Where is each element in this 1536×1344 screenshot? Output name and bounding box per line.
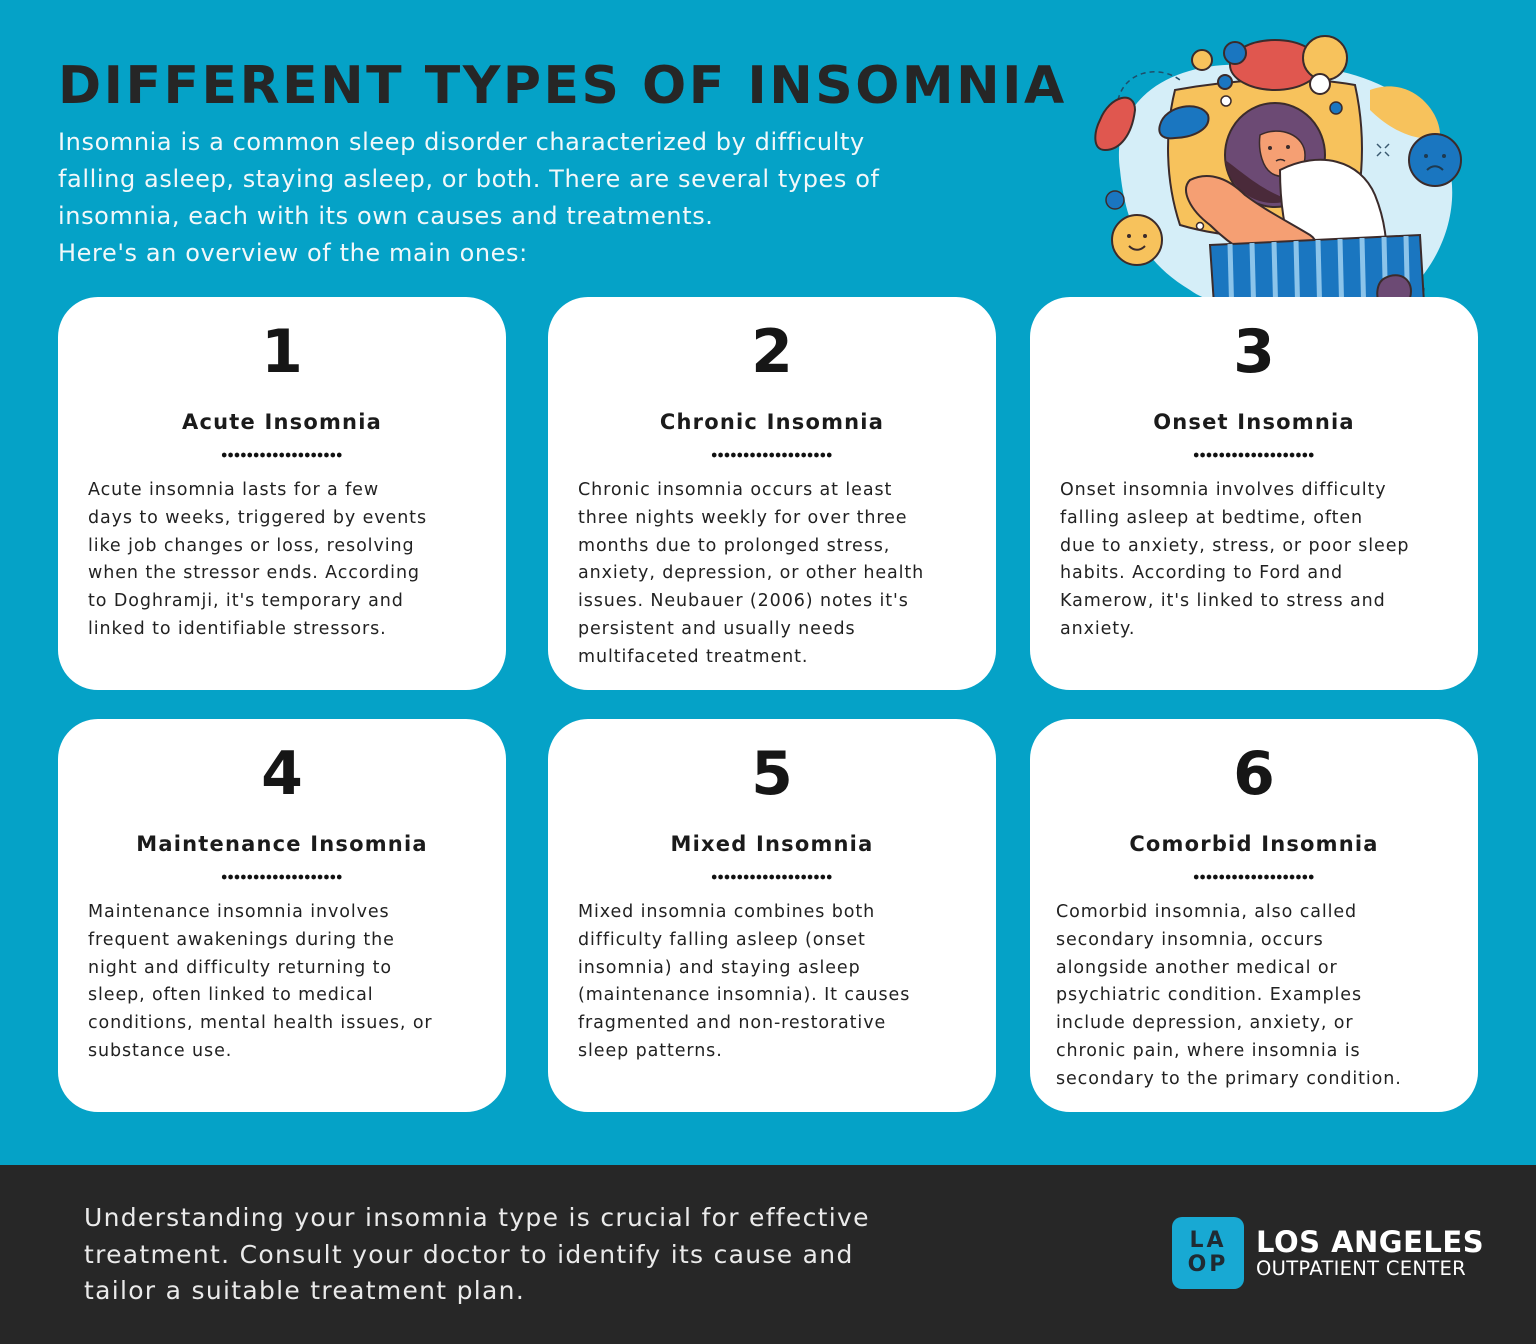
desc-line: sleep, often linked to medical [88,985,374,1006]
desc-line: fragmented and non-restorative [578,1013,887,1034]
sad-face-icon [1409,134,1461,186]
card-number: 3 [1233,317,1275,387]
desc-line: anxiety, depression, or other health [578,563,925,584]
desc-line: like job changes or loss, resolving [88,535,415,556]
desc-line: alongside another medical or [1056,957,1338,978]
logo-mark-icon [1172,1217,1244,1289]
desc-line: linked to identifiable stressors. [88,618,387,639]
desc-line: Chronic insomnia occurs at least [578,480,893,500]
desc-line: Onset insomnia involves difficulty [1060,480,1387,500]
card-onset-insomnia [1030,297,1478,690]
card-maintenance-insomnia [58,719,506,1112]
card-number: 2 [751,317,793,387]
logo-mark-top: LA [1189,1228,1227,1253]
dotted-divider [711,451,833,459]
dotted-divider [221,873,343,881]
desc-line: habits. According to Ford and [1060,563,1343,584]
desc-line: (maintenance insomnia). It causes [578,985,911,1006]
desc-line: Mixed insomnia combines both [578,902,876,922]
dotted-divider [711,873,833,881]
card-title: Chronic Insomnia [659,410,885,434]
desc-line: Kamerow, it's linked to stress and [1060,591,1386,612]
sleepless-person-illustration [1080,20,1500,320]
desc-line: night and difficulty returning to [88,957,392,978]
desc-line: anxiety. [1060,618,1136,639]
card-comorbid-insomnia [1030,719,1478,1112]
desc-line: when the stressor ends. According [88,563,420,584]
desc-line: sleep patterns. [578,1040,723,1061]
card-description [1060,477,1478,644]
desc-line: substance use. [88,1040,233,1061]
desc-line: issues. Neubauer (2006) notes it's [578,591,909,612]
brand-logo[interactable] [1172,1217,1484,1289]
footer-line: Understanding your insomnia type is crucial for effective [84,1203,870,1232]
desc-line: include depression, anxiety, or [1056,1013,1354,1034]
desc-line: chronic pain, where insomnia is [1056,1040,1361,1061]
card-number: 1 [261,317,303,387]
card-title: Comorbid Insomnia [1129,832,1379,856]
card-title: Mixed Insomnia [670,832,874,856]
intro-line: Here's an overview of the main ones: [58,239,528,267]
logo-mark-bottom: OP [1187,1252,1229,1277]
desc-line: conditions, mental health issues, or [88,1013,433,1034]
desc-line: Maintenance insomnia involves [88,902,390,922]
header [58,54,1067,272]
page-title: DIFFERENT TYPES OF INSOMNIA [58,56,1067,116]
card-description [578,899,996,1066]
footer-message [84,1200,870,1310]
intro-line: Insomnia is a common sleep disorder characterized by difficulty [58,128,865,156]
desc-line: secondary to the primary condition. [1056,1068,1402,1089]
card-description [1056,899,1478,1094]
footer-line: tailor a suitable treatment plan. [84,1276,526,1305]
desc-line: insomnia) and staying asleep [578,957,861,978]
desc-line: Acute insomnia lasts for a few [88,480,380,500]
card-number: 6 [1233,739,1275,809]
desc-line: multifaceted treatment. [578,646,809,667]
card-acute-insomnia [58,297,506,690]
intro-paragraph [58,124,988,272]
desc-line: Comorbid insomnia, also called [1056,902,1358,922]
desc-line: difficulty falling asleep (onset [578,929,866,950]
card-chronic-insomnia [548,297,996,690]
desc-line: psychiatric condition. Examples [1056,985,1362,1006]
card-mixed-insomnia [548,719,996,1112]
desc-line: frequent awakenings during the [88,929,395,950]
card-title: Onset Insomnia [1153,410,1355,434]
card-description [88,899,506,1066]
logo-wordmark [1256,1226,1484,1280]
desc-line: to Doghramji, it's temporary and [88,591,404,612]
desc-line: due to anxiety, stress, or poor sleep [1060,535,1410,556]
intro-line: insomnia, each with its own causes and treatments. [58,202,714,230]
card-number: 5 [751,739,793,809]
logo-name-line2: OUTPATIENT CENTER [1256,1257,1466,1280]
desc-line: falling asleep at bedtime, often [1060,507,1364,528]
desc-line: days to weeks, triggered by events [88,507,427,528]
card-description [578,477,996,672]
footer [0,1165,1536,1344]
card-title: Maintenance Insomnia [136,832,428,856]
smiley-face-icon [1112,215,1162,265]
footer-line: treatment. Consult your doctor to identify its cause and [84,1239,854,1269]
desc-line: secondary insomnia, occurs [1056,929,1324,950]
card-title: Acute Insomnia [182,410,382,434]
card-description [88,477,506,644]
dotted-divider [1193,451,1315,459]
card-number: 4 [261,739,303,809]
dotted-divider [221,451,343,459]
desc-line: three nights weekly for over three [578,507,908,528]
intro-line: falling asleep, staying asleep, or both. There are several types of [58,165,880,193]
dotted-divider [1193,873,1315,881]
desc-line: persistent and usually needs [578,618,856,639]
desc-line: months due to prolonged stress, [578,535,891,556]
logo-name-line1: LOS ANGELES [1256,1225,1485,1259]
